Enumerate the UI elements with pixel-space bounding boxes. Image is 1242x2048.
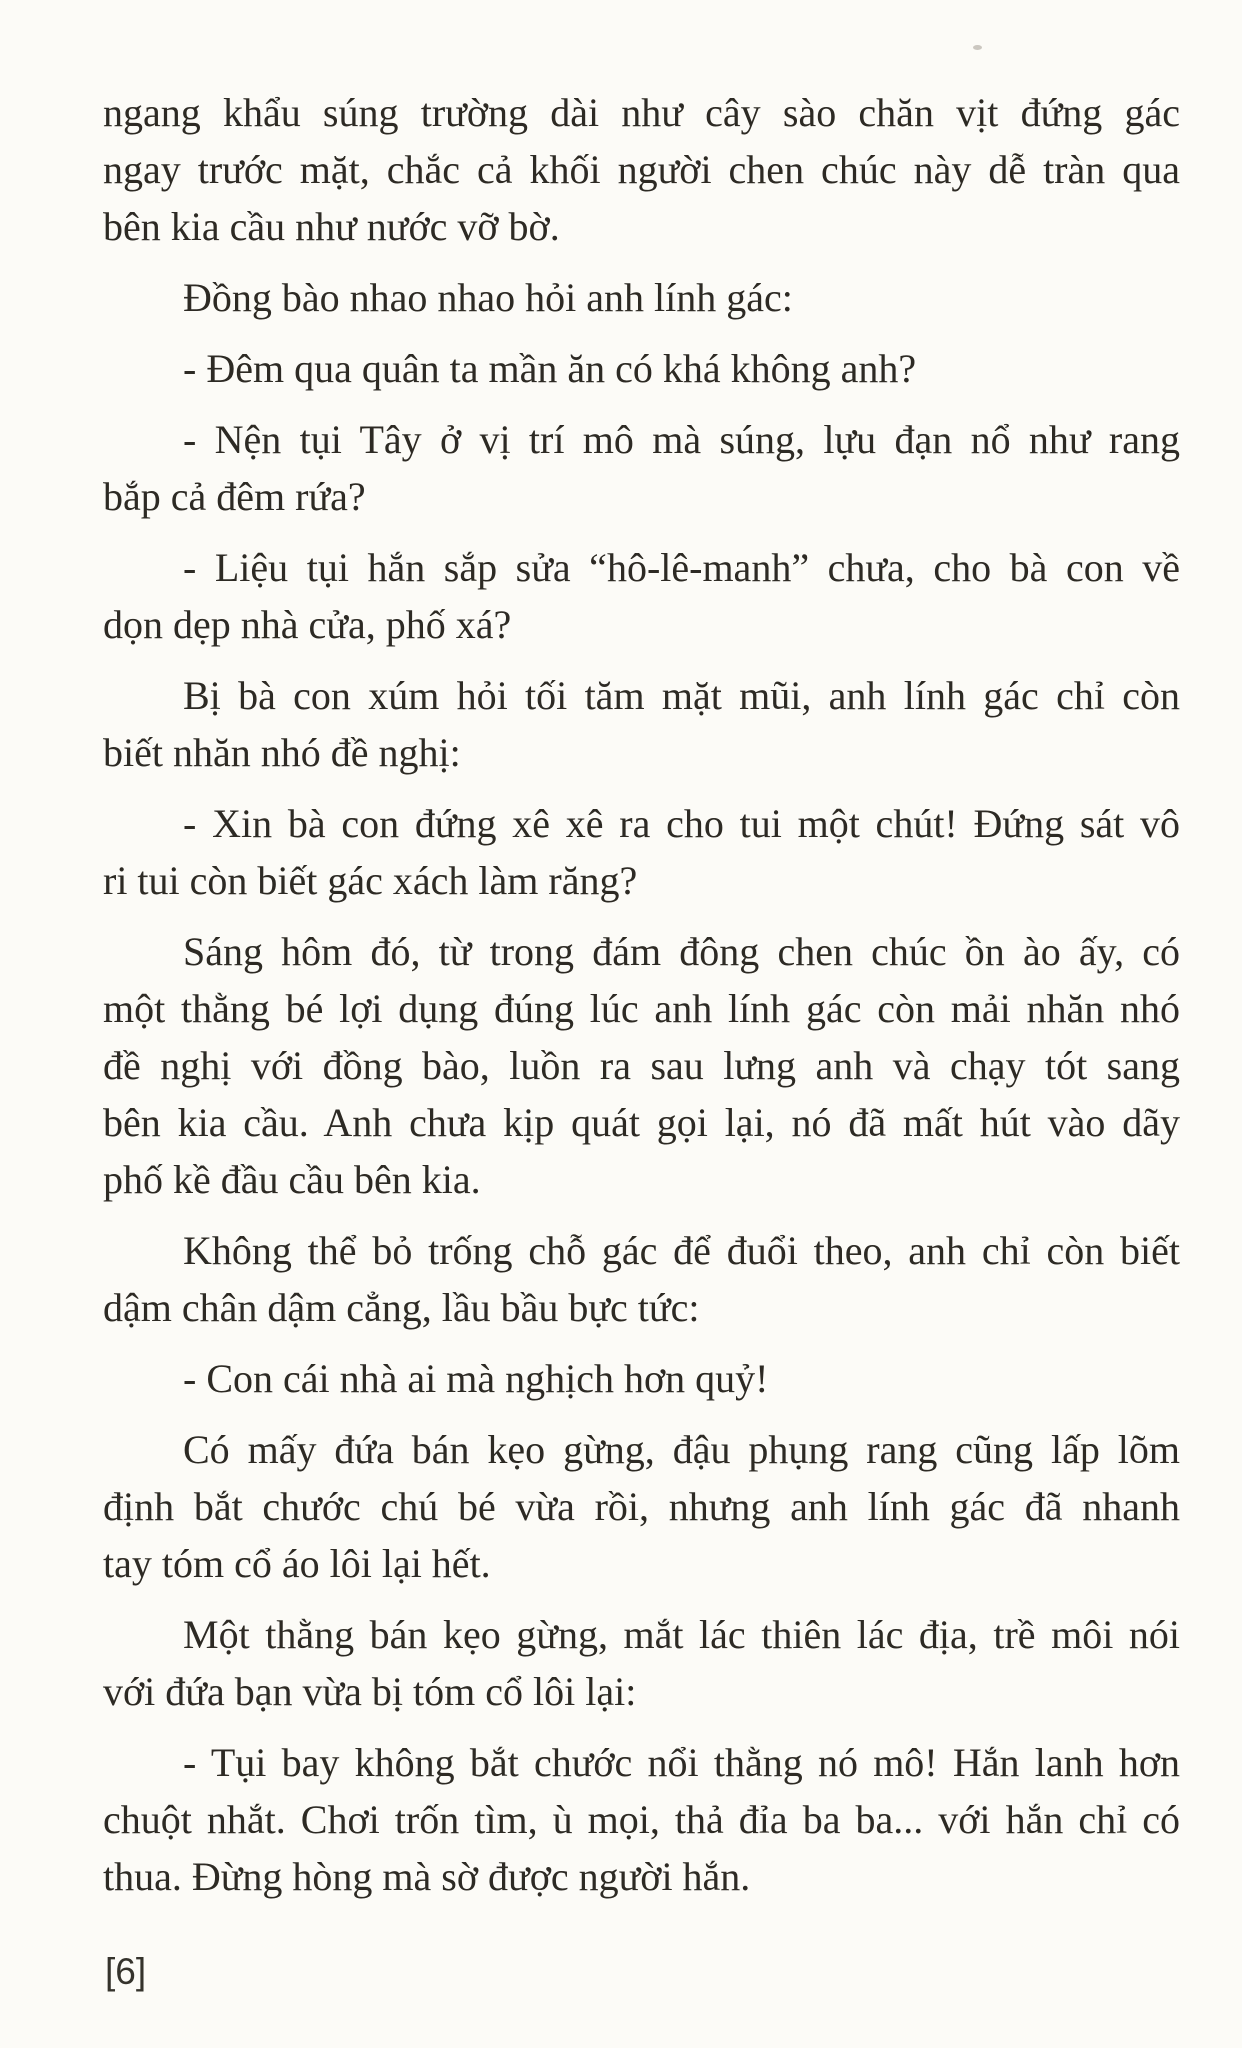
- paragraph: [103, 539, 1180, 653]
- text-line: - Xin bà con đứng xê xê ra cho tui một chút! Đứng sát vô: [183, 801, 1180, 846]
- body-text: [103, 84, 1180, 1905]
- text-line: ngay trước mặt, chắc cả khối người chen chúc này dễ tràn qua: [103, 147, 1180, 192]
- text-line: dậm chân dậm cẳng, lầu bầu bực tức:: [103, 1285, 700, 1330]
- text-line: - Con cái nhà ai mà nghịch hơn quỷ!: [183, 1356, 769, 1401]
- text-line: dọn dẹp nhà cửa, phố xá?: [103, 602, 512, 647]
- paragraph: [103, 1222, 1180, 1336]
- paragraph: [103, 667, 1180, 781]
- text-line: Đồng bào nhao nhao hỏi anh lính gác:: [183, 275, 793, 320]
- text-line: biết nhăn nhó đề nghị:: [103, 730, 461, 775]
- text-line: - Liệu tụi hắn sắp sửa “hô-lê-manh” chưa, cho bà con về: [183, 545, 1180, 590]
- text-line: - Nện tụi Tây ở vị trí mô mà súng, lựu đạn nổ như rang: [183, 417, 1180, 462]
- text-line: phố kề đầu cầu bên kia.: [103, 1157, 481, 1202]
- text-line: Một thằng bán kẹo gừng, mắt lác thiên lác địa, trề môi nói: [183, 1612, 1180, 1657]
- text-line: Không thể bỏ trống chỗ gác để đuổi theo, anh chỉ còn biết: [183, 1228, 1180, 1273]
- page-number: [6]: [105, 1951, 147, 1992]
- paragraph: [103, 1350, 1180, 1407]
- text-line: Bị bà con xúm hỏi tối tăm mặt mũi, anh lính gác chỉ còn: [183, 673, 1180, 718]
- paragraph: [103, 340, 1180, 397]
- text-line: chuột nhắt. Chơi trốn tìm, ù mọi, thả đỉa ba ba... với hắn chỉ có: [103, 1797, 1180, 1842]
- text-line: - Đêm qua quân ta mần ăn có khá không anh?: [183, 346, 917, 391]
- text-line: Sáng hôm đó, từ trong đám đông chen chúc ồn ào ấy, có: [183, 929, 1180, 974]
- paragraph: [103, 411, 1180, 525]
- text-line: tay tóm cổ áo lôi lại hết.: [103, 1541, 491, 1586]
- paragraph: [103, 1734, 1180, 1905]
- text-line: ri tui còn biết gác xách làm răng?: [103, 858, 638, 903]
- text-line: bắp cả đêm rứa?: [103, 474, 366, 519]
- paragraph: [103, 1606, 1180, 1720]
- text-line: thua. Đừng hòng mà sờ được người hắn.: [103, 1854, 751, 1899]
- text-line: định bắt chước chú bé vừa rồi, nhưng anh lính gác đã nhanh: [103, 1484, 1180, 1529]
- text-line: - Tụi bay không bắt chước nổi thằng nó mô! Hắn lanh hơn: [183, 1740, 1180, 1785]
- text-line: bên kia cầu. Anh chưa kịp quát gọi lại, nó đã mất hút vào dãy: [103, 1100, 1180, 1145]
- text-line: với đứa bạn vừa bị tóm cổ lôi lại:: [103, 1669, 637, 1714]
- text-line: đề nghị với đồng bào, luồn ra sau lưng anh và chạy tót sang: [103, 1043, 1180, 1088]
- text-line: bên kia cầu như nước vỡ bờ.: [103, 204, 560, 249]
- text-line: ngang khẩu súng trường dài như cây sào chăn vịt đứng gác: [103, 90, 1180, 135]
- paragraph: [103, 1421, 1180, 1592]
- paragraph: [103, 269, 1180, 326]
- scan-speck: [973, 45, 982, 50]
- text-line: Có mấy đứa bán kẹo gừng, đậu phụng rang cũng lấp lõm: [183, 1427, 1180, 1472]
- paragraph: [103, 795, 1180, 909]
- paragraph: [103, 84, 1180, 255]
- paragraph: [103, 923, 1180, 1208]
- text-line: một thằng bé lợi dụng đúng lúc anh lính gác còn mải nhăn nhó: [103, 986, 1180, 1031]
